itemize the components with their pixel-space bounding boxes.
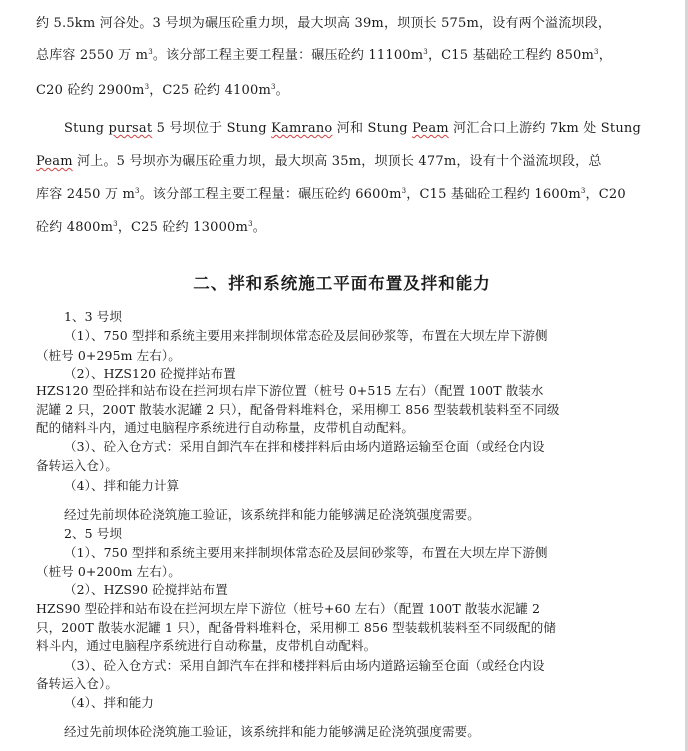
text-line: 约 5.5km 河谷处。3 号坝为碾压砼重力坝，最大坝高 39m，坝顶长 575m，设有两个溢流坝段， — [36, 16, 612, 31]
text-line: 只，200T 散装水泥罐 1 只），配备骨料堆料仓，采用柳工 856 型装载机装料至不同级配的储 — [36, 620, 556, 635]
text-line: HZS90 型砼拌和站布设在拦河坝左岸下游位（桩号+60 左右）（配置 100T 散装水泥罐 2 — [36, 601, 541, 616]
text-line: （1）、750 型拌和系统主要用来拌制坝体常态砼及层间砂浆等，布置在大坝左岸下游侧 — [64, 545, 548, 560]
text-line: 经过先前坝体砼浇筑施工验证，该系统拌和能力能够满足砼浇筑强度需要。 — [64, 724, 480, 739]
text-run: Stung — [64, 121, 109, 136]
text-run: 河和 Stung — [332, 121, 413, 136]
text-line: （桩号 0+200m 左右）。 — [36, 564, 181, 579]
text-line: HZS120 型砼拌和站布设在拦河坝右岸下游位置（桩号 0+515 左右）（配置 100T 散装水 — [36, 383, 544, 398]
text-line: （1）、750 型拌和系统主要用来拌制坝体常态砼及层间砂浆等，布置在大坝左岸下游侧 — [64, 328, 548, 343]
text-line: 1、3 号坝 — [64, 309, 122, 324]
text-line: （4）、拌和能力计算 — [64, 478, 180, 493]
text-line: 配的储料斗内，通过电脑程序系统进行自动称量，皮带机自动配料。 — [36, 420, 415, 435]
text-line: （4）、拌和能力 — [64, 695, 155, 710]
section-heading: 二、拌和系统施工平面布置及拌和能力 — [193, 274, 491, 293]
spellcheck-word: Kamrano — [271, 121, 333, 136]
text-line: 备转运入仓）。 — [36, 676, 118, 691]
spellcheck-word: Peam — [36, 154, 73, 169]
spellcheck-word: Peam — [412, 121, 449, 136]
text-line: C20 砼约 $2900m^3$，C25 砼约 $4100m^3$。 — [36, 83, 289, 98]
text-line — [36, 150, 602, 169]
text-line: （2）、HZS120 砼搅拌站布置 — [64, 366, 236, 381]
text-run: 河汇合口上游约 7km 处 Stung — [448, 121, 641, 136]
text-line: 料斗内，通过电脑程序系统进行自动称量，皮带机自动配料。 — [36, 638, 377, 653]
text-line: 2、5 号坝 — [64, 526, 122, 541]
spellcheck-word: pursat — [108, 121, 153, 136]
text-line — [64, 117, 641, 136]
text-line: （3）、砼入仓方式：采用自卸汽车在拌和楼拌料后由场内道路运输至仓面（或经仓内设 — [64, 439, 545, 454]
text-line: 经过先前坝体砼浇筑施工验证，该系统拌和能力能够满足砼浇筑强度需要。 — [64, 507, 480, 522]
text-run: 5 号坝位于 Stung — [152, 121, 272, 136]
text-line: 库容 2450 万 $m^3$。该分部工程主要工程量：碾压砼约 $6600m^3$，C15 基础砼工程约 $1600m^3$，C20 — [36, 187, 626, 202]
text-line: 总库容 2550 万 $m^3$。该分部工程主要工程量：碾压砼约 $11100m^3$，C15 基础砼工程约 $850m^3$， — [36, 48, 612, 63]
text-run: 河上。5 号坝亦为碾压砼重力坝，最大坝高 35m，坝顶长 477m，设有十个溢流坝段，总 — [72, 154, 602, 169]
text-line: （2）、HZS90 砼搅拌站布置 — [64, 582, 228, 597]
text-line: 砼约 $4800m^3$，C25 砼约 $13000m^3$。 — [36, 220, 266, 235]
text-line: 备转运入仓）。 — [36, 458, 118, 473]
text-line: （3）、砼入仓方式：采用自卸汽车在拌和楼拌料后由场内道路运输至仓面（或经仓内设 — [64, 658, 545, 673]
text-line: 泥罐 2 只，200T 散装水泥罐 2 只），配备骨料堆料仓，采用柳工 856 型装载机装料至不同级 — [36, 402, 560, 417]
text-line: （桩号 0+295m 左右）。 — [36, 348, 181, 363]
